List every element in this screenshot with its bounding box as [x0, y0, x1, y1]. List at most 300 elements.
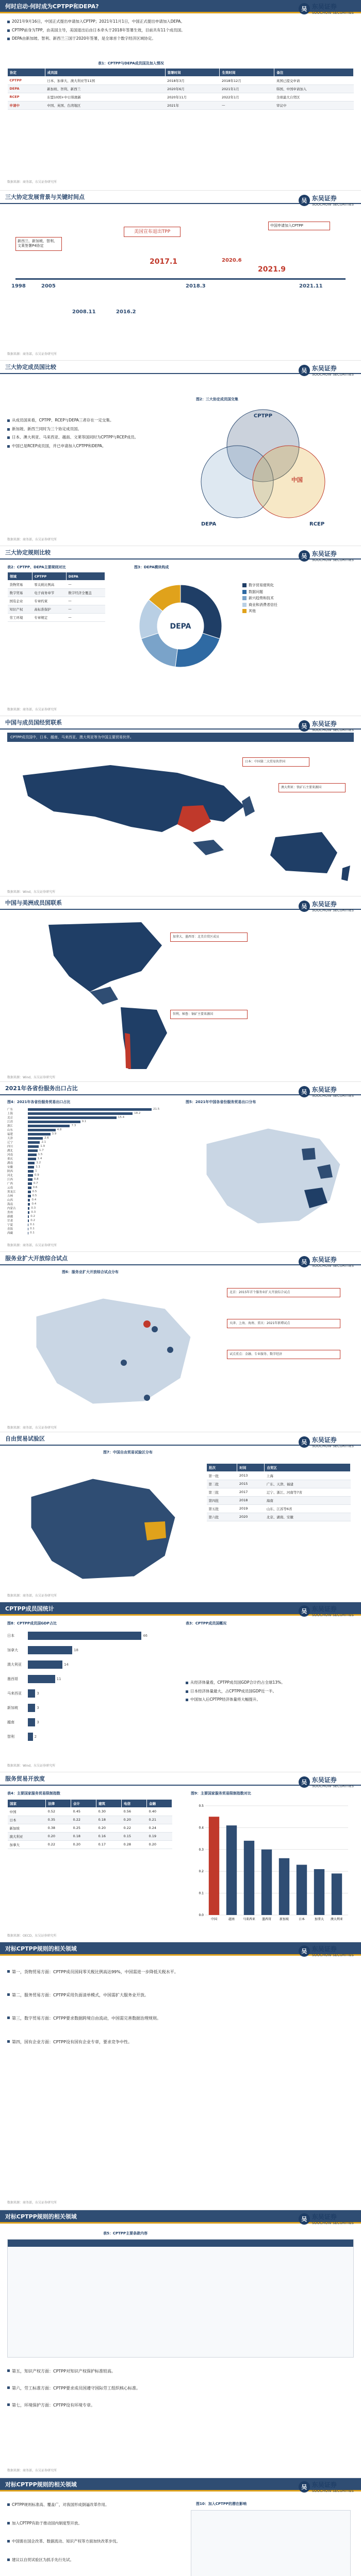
slide-7 — [0, 1082, 361, 1252]
brand-mark-icon: 吴 — [299, 195, 310, 206]
brand-name: 东吴证券 — [311, 2481, 337, 2488]
slide-12 — [0, 1942, 361, 2210]
cell: 0.52 — [46, 1808, 71, 1816]
bar-row — [7, 1645, 162, 1656]
cell: 2022年1月 — [220, 93, 274, 101]
bar-value: 21.5 — [153, 1108, 160, 1111]
map-note-top: 加拿大、墨西哥：北美自贸区成员 — [170, 933, 248, 942]
bar-row — [7, 1141, 172, 1144]
tianjin-marker — [152, 1326, 158, 1332]
bar-value: 3.9 — [52, 1132, 57, 1136]
cell: 0.18 — [96, 1816, 122, 1824]
brand-sub: SOOCHOW SECURITIES — [311, 1784, 354, 1788]
x-tick-label: 澳大利亚 — [330, 1918, 343, 1921]
map-note-left: 日本：中国第二大贸易伙伴国 — [242, 757, 309, 767]
cell: 审议中 — [274, 101, 354, 110]
brand-logo — [299, 1085, 354, 1098]
cell: 2018年12月 — [220, 77, 274, 85]
bar-value: 2.1 — [41, 1141, 46, 1144]
bar-row — [7, 1207, 172, 1210]
th: 国家 — [8, 1800, 46, 1808]
bar — [28, 1149, 38, 1152]
bar-row — [7, 1186, 172, 1189]
cell: 0.22 — [122, 1824, 147, 1833]
cell: 北京、湖南、安徽 — [265, 1513, 351, 1521]
bar-row — [7, 1128, 172, 1131]
brand-mark-icon: 吴 — [299, 720, 310, 732]
bar — [28, 1129, 56, 1131]
legend-swatch — [242, 596, 247, 600]
bar-label: 加拿大 — [7, 1648, 18, 1652]
brand-logo — [299, 194, 354, 207]
th: 会计 — [71, 1800, 96, 1808]
brand-sub: SOOCHOW SECURITIES — [311, 202, 354, 207]
cell: 2013 — [237, 1472, 265, 1480]
bar-row — [7, 1108, 172, 1111]
bar-label: 福建 — [7, 1133, 13, 1136]
th: 金融 — [147, 1800, 172, 1808]
bar-label: 天津 — [7, 1137, 13, 1140]
gdp-caption: 图8：CPTPP成员国GDP占比 — [7, 1621, 57, 1625]
depa-label: DEPA — [201, 521, 217, 527]
bar-row — [7, 1178, 172, 1181]
bar — [28, 1195, 31, 1197]
bar-label: 墨西哥 — [7, 1677, 18, 1681]
bar-label: 宁夏 — [7, 1224, 13, 1227]
stri-table — [7, 1799, 172, 1849]
legend-swatch — [242, 609, 247, 613]
bar — [297, 1865, 307, 1915]
bar-row — [7, 1194, 172, 1197]
slide-10-bullets — [186, 1680, 351, 1705]
cell: 2021年1月 — [220, 85, 274, 93]
slide-2-title: 三大协定发展背景与关键时间点 — [0, 191, 361, 204]
bar-label: 安徽 — [7, 1166, 13, 1169]
y-tick-label: 0.0 — [199, 1913, 204, 1917]
cell: 加拿大 — [8, 1841, 46, 1849]
source-note: 数据来源：Wind，东吴证券研究所 — [7, 890, 56, 894]
bar-row — [7, 1702, 162, 1714]
slide-1-title: 何时启动·何时成为CPTPP和DEPA? — [0, 0, 361, 13]
source-note: 数据来源：商务部，东吴证券研究所 — [7, 180, 57, 184]
table-row — [8, 1808, 172, 1816]
bar — [28, 1162, 35, 1164]
bar — [332, 1873, 342, 1915]
bar — [28, 1211, 29, 1214]
year-label: 2008.11 — [72, 309, 96, 315]
stri-bar-chart — [191, 1801, 351, 1929]
brand-name: 东吴证券 — [311, 1605, 337, 1613]
bar-caption: 图4：2021年各省份服务贸易出口占比 — [7, 1100, 71, 1104]
bar — [28, 1112, 133, 1115]
bar-label: 智利 — [7, 1735, 14, 1739]
donut-slice — [141, 633, 177, 667]
cell: 专章规定 — [32, 614, 66, 622]
ftz-table — [206, 1463, 351, 1521]
north-america-landmass — [48, 922, 162, 992]
bar-value: 0.2 — [30, 1215, 35, 1218]
brand-mark-icon: 吴 — [299, 365, 310, 376]
x-tick-label: 墨西哥 — [261, 1918, 272, 1921]
legend-label: 商业和消费者信任 — [249, 602, 277, 607]
bar-row — [7, 1215, 172, 1218]
bar-label: 河北 — [7, 1174, 13, 1177]
bar-row — [7, 1717, 162, 1728]
stri-table-caption: 表4：主要国家服务贸易限制指数 — [7, 1791, 60, 1795]
cell: 0.17 — [96, 1841, 122, 1849]
year-label: 2016.2 — [116, 309, 136, 315]
bar-row — [7, 1116, 172, 1119]
bar — [28, 1133, 51, 1136]
cell: 0.25 — [71, 1824, 96, 1833]
cell: 2019 — [237, 1505, 265, 1513]
bar-label: 贵州 — [7, 1211, 13, 1214]
year-label: 2021.11 — [299, 283, 323, 289]
cell: 0.21 — [147, 1816, 172, 1824]
map-note-right: 澳大利亚：铁矿石主要来源国 — [278, 783, 346, 792]
table-row — [8, 1816, 172, 1824]
cell: 第六批 — [207, 1513, 237, 1521]
source-note: 数据来源：商务部，东吴证券研究所 — [7, 1594, 57, 1598]
table-row — [8, 1824, 172, 1833]
slide-13 — [0, 2210, 361, 2478]
brand-sub: SOOCHOW SECURITIES — [311, 728, 354, 732]
x-tick-label: 新加坡 — [279, 1918, 289, 1921]
bar — [28, 1199, 30, 1201]
bar-label: 澳大利亚 — [7, 1663, 22, 1667]
asia-landmass — [23, 765, 244, 832]
source-note: 数据来源：商务部，东吴证券研究所 — [7, 352, 57, 356]
ftz-map — [15, 1461, 191, 1595]
bar-value: 0.3 — [31, 1211, 36, 1214]
cell: 中国 — [8, 1808, 46, 1816]
slide-10 — [0, 1602, 361, 1772]
province-bar-chart — [7, 1108, 172, 1235]
cell: 日本、加拿大、澳大利亚等11国 — [45, 77, 165, 85]
bullet: DEPA由新加坡、智利、新西兰三国于2020年签署，是全球首个数字经济区域协定。 — [7, 36, 353, 42]
bar — [28, 1145, 39, 1148]
slide-7-title: 2021年各省份服务出口占比 — [0, 1082, 361, 1095]
bar-label: 新疆 — [7, 1215, 13, 1218]
source-note: 数据来源：Wind，东吴证券研究所 — [7, 1076, 56, 1079]
ftz-caption: 图7：中国自由贸易试验区分布 — [103, 1450, 153, 1454]
table-caption: 表2：CPTPP、DEPA主要规则对比 — [7, 565, 66, 569]
bar-value: 0.2 — [30, 1219, 35, 1222]
donut-slice — [180, 585, 222, 639]
bar-value: 9.1 — [81, 1120, 87, 1123]
cell: — — [66, 614, 105, 622]
bar — [314, 1869, 324, 1915]
table-row — [207, 1472, 351, 1480]
gdp-bar-chart — [7, 1630, 162, 1745]
source-note: 数据来源：OECD，东吴证券研究所 — [7, 1934, 57, 1938]
bar-label: 西藏 — [7, 1232, 13, 1235]
bar — [28, 1121, 80, 1123]
donut-legend — [242, 582, 277, 615]
brand-mark-icon: 吴 — [299, 2213, 310, 2225]
china-province-map — [186, 1113, 351, 1236]
bar — [28, 1158, 36, 1160]
cell: 电子商务章节 — [32, 589, 66, 597]
slide-8 — [0, 1252, 361, 1432]
bullet: 第六，劳工标准方面：CPTPP要求成员国遵守国际劳工组织核心标准。 — [7, 2384, 354, 2392]
timeline-note-center: 美国宣布退出TPP — [124, 227, 180, 237]
brand-logo — [299, 1255, 354, 1268]
bar-row — [7, 1688, 162, 1699]
slide-14-bullets — [7, 2501, 177, 2574]
bar-row — [7, 1223, 172, 1226]
cell: — — [66, 581, 105, 589]
brand-name: 东吴证券 — [311, 1436, 337, 1444]
brand-logo — [299, 719, 354, 732]
bar-value: 2 — [34, 1735, 37, 1739]
brand-sub: SOOCHOW SECURITIES — [311, 908, 354, 912]
bullet: 第三，数字贸易方面：CPTPP要求数据跨境自由流动，中国需完善数据治理规则。 — [7, 2014, 354, 2022]
th: 法律 — [46, 1800, 71, 1808]
cell: — — [66, 605, 105, 614]
bar — [28, 1178, 32, 1181]
bar-value: 0.1 — [30, 1223, 35, 1226]
year-label: 2020.6 — [222, 258, 242, 263]
year-label: 2018.3 — [186, 283, 206, 289]
legend-item — [242, 589, 277, 596]
legend-label: 其他 — [249, 609, 256, 614]
brand-logo — [299, 364, 354, 377]
cell: 0.56 — [122, 1808, 147, 1816]
year-label: 2005 — [41, 283, 56, 289]
bar-row — [7, 1182, 172, 1185]
brand-mark-icon: 吴 — [299, 1086, 310, 1097]
bar-value: 3 — [37, 1720, 39, 1724]
table-row — [8, 77, 354, 85]
brand-mark-icon: 吴 — [299, 901, 310, 912]
pilot-note: 天津、上海、海南、重庆：2021年新增试点 — [227, 1319, 340, 1328]
th: 自贸区 — [265, 1464, 351, 1472]
slide-1 — [0, 0, 361, 191]
table-row — [8, 85, 354, 93]
donut-slice — [175, 633, 220, 667]
year-label: 1998 — [11, 283, 26, 289]
bar — [28, 1733, 33, 1741]
slide-3 — [0, 361, 361, 546]
bar-row — [7, 1211, 172, 1214]
bar-row — [7, 1120, 172, 1123]
bar-label: 青海 — [7, 1228, 13, 1231]
brand-logo — [299, 549, 354, 562]
cell: 2020年6月 — [165, 85, 220, 93]
brand-mark-icon: 吴 — [299, 3, 310, 14]
bar — [28, 1646, 72, 1654]
th: 领域 — [8, 572, 32, 581]
bar-value: 0.5 — [32, 1190, 37, 1193]
brand-logo — [299, 1944, 354, 1957]
bar — [28, 1203, 30, 1206]
slide-11-title: 服务贸易开放度 — [0, 1772, 361, 1786]
bar-label: 河南 — [7, 1154, 13, 1157]
cell: 全球最大自贸区 — [274, 93, 354, 101]
brand-name: 东吴证券 — [311, 550, 337, 557]
bar-value: 1.1 — [36, 1165, 41, 1168]
source-note: 数据来源：商务部，东吴证券研究所 — [7, 2201, 57, 2205]
cell: 0.20 — [147, 1841, 172, 1849]
map-caption: 图6：服务业扩大开放综合试点分布 — [62, 1270, 119, 1274]
venn-caption: 图2：三大协定成员国交集 — [196, 397, 238, 401]
bar-row — [7, 1227, 172, 1230]
brand-sub: SOOCHOW SECURITIES — [311, 1264, 354, 1268]
cell: 0.20 — [122, 1816, 147, 1824]
cell: 0.19 — [147, 1833, 172, 1841]
bar-value: 11 — [56, 1677, 61, 1681]
hainan-marker — [144, 1395, 150, 1401]
bullet: 第五，知识产权方面：CPTPP对知识产权保护标准较高。 — [7, 2367, 354, 2375]
x-tick-label: 日本 — [298, 1918, 305, 1921]
cell: 高标准保护 — [32, 605, 66, 614]
cell: RCEP — [8, 93, 45, 101]
brand-name: 东吴证券 — [311, 720, 337, 727]
cell: 上海 — [265, 1472, 351, 1480]
source-note: 数据来源：商务部，东吴证券研究所 — [7, 538, 57, 541]
bar-label: 四川 — [7, 1145, 13, 1148]
cell: 国有企业 — [8, 597, 32, 605]
brand-sub: SOOCHOW SECURITIES — [311, 558, 354, 562]
th: 批次 — [207, 1464, 237, 1472]
bar-row — [7, 1165, 172, 1168]
cell: 劳工环境 — [8, 614, 32, 622]
slide-9 — [0, 1432, 361, 1602]
brand-sub: SOOCHOW SECURITIES — [311, 372, 354, 377]
cell: 货物贸易 — [8, 581, 32, 589]
th: 成员国 — [45, 69, 165, 77]
th: 时间 — [237, 1464, 265, 1472]
brand-name: 东吴证券 — [311, 2213, 337, 2221]
y-tick-label: 0.2 — [199, 1870, 204, 1874]
legend-swatch — [242, 590, 247, 594]
slide-14 — [0, 2478, 361, 2576]
bar-row — [7, 1170, 172, 1173]
brand-logo — [299, 1435, 354, 1448]
source-note: 数据来源：商务部，东吴证券研究所 — [7, 1426, 57, 1430]
x-tick-label: 中国 — [210, 1918, 218, 1921]
legend-swatch — [242, 583, 247, 587]
slide-5 — [0, 716, 361, 896]
slide-11 — [0, 1772, 361, 1942]
bar — [209, 1817, 219, 1915]
bullet: 第一，货物贸易方面：CPTPP成员国间零关税比例高达99%，中国需进一步降低关税水平。 — [7, 1968, 354, 1976]
table-row — [8, 93, 354, 101]
cell: 海南 — [265, 1497, 351, 1505]
bar-value: 0.1 — [30, 1227, 35, 1230]
bar-value: 2.6 — [44, 1137, 49, 1140]
bar — [28, 1108, 152, 1111]
legend-item — [242, 595, 277, 602]
year-label: 2021.9 — [258, 265, 286, 274]
legend-label: 新兴趋势和技术 — [249, 596, 274, 601]
brand-logo — [299, 2480, 354, 2493]
bar-value: 1.2 — [36, 1161, 41, 1164]
cell: 2021年 — [165, 101, 220, 110]
cell: 第三批 — [207, 1488, 237, 1497]
cell: 0.20 — [71, 1841, 96, 1849]
brand-mark-icon: 吴 — [299, 1256, 310, 1267]
new-zealand-region — [341, 866, 350, 881]
table-row — [207, 1505, 351, 1513]
slide-8-title: 服务业扩大开放综合试点 — [0, 1252, 361, 1265]
slide-1-bullets — [7, 19, 353, 44]
bar-value: 14 — [63, 1663, 69, 1667]
bar-value: 0.1 — [30, 1231, 35, 1234]
cell: 广东、天津、福建 — [265, 1480, 351, 1488]
brand-sub: SOOCHOW SECURITIES — [311, 1444, 354, 1448]
brand-mark-icon: 吴 — [299, 550, 310, 562]
bar-value: 0.6 — [32, 1186, 38, 1189]
cptpp-label: CPTPP — [253, 413, 273, 419]
bar-label: 上海 — [7, 1112, 13, 1115]
table-row — [207, 1497, 351, 1505]
th: 协定 — [8, 69, 45, 77]
bar-label: 新加坡 — [7, 1706, 18, 1710]
impact-figure-placeholder — [191, 2510, 351, 2576]
cell: 0.22 — [71, 1816, 96, 1824]
australia-region — [270, 832, 337, 873]
bar-value: 0.7 — [33, 1182, 38, 1185]
bar — [28, 1689, 35, 1698]
brand-sub: SOOCHOW SECURITIES — [311, 2221, 354, 2225]
bar-label: 甘肃 — [7, 1219, 13, 1223]
bar-value: 0.9 — [35, 1174, 39, 1177]
bar — [28, 1215, 29, 1218]
bar-value: 1.7 — [39, 1149, 44, 1152]
brand-mark-icon: 吴 — [299, 1945, 310, 1957]
bullet: 第四，国有企业方面：CPTPP设有国有企业专章，要求竞争中性。 — [7, 2038, 354, 2046]
cell: 0.28 — [122, 1841, 147, 1849]
bar-label: 广西 — [7, 1182, 13, 1185]
cell: 第一批 — [207, 1472, 237, 1480]
bar — [28, 1125, 70, 1127]
y-tick-label: 0.5 — [199, 1804, 204, 1808]
cell: 2018 — [237, 1497, 265, 1505]
bar-row — [7, 1157, 172, 1160]
donut-center-label: DEPA — [170, 622, 191, 631]
beijing-marker — [143, 1320, 151, 1328]
table-row — [8, 605, 105, 614]
clause-caption: 表5：CPTPP主要条款内容 — [103, 2231, 148, 2235]
slide-3-bullets — [7, 417, 162, 452]
shanghai-marker — [167, 1347, 173, 1353]
legend-item — [242, 608, 277, 615]
cell: 知识产权 — [8, 605, 32, 614]
table-row — [8, 1841, 172, 1849]
brand-logo — [299, 900, 354, 912]
bullet: 第七，环境保护方面：CPTPP设有环境专章。 — [7, 2401, 354, 2409]
table-row — [8, 1833, 172, 1841]
slide-13-title: 对标CPTPP规则的相关领域 — [0, 2210, 361, 2224]
bar-row — [7, 1137, 172, 1140]
brand-mark-icon: 吴 — [299, 1436, 310, 1448]
bullet: 从经济体量看，CPTPP成员国GDP合计约占全球13%。 — [186, 1680, 351, 1686]
map-caption: 图5：2021年中国各省份服务贸易出口分布 — [186, 1100, 256, 1104]
bar — [279, 1858, 289, 1915]
bar-label: 海南 — [7, 1203, 13, 1206]
bar-value: 0.4 — [31, 1198, 37, 1201]
cell: 第二批 — [207, 1480, 237, 1488]
brand-mark-icon: 吴 — [299, 1776, 310, 1788]
cell: 0.35 — [46, 1816, 71, 1824]
depa-donut-chart — [129, 574, 232, 677]
slide-9-title: 自由贸易试验区 — [0, 1432, 361, 1446]
cell: 新加坡 — [8, 1824, 46, 1833]
bar-label: 山西 — [7, 1199, 13, 1202]
japan-region — [242, 796, 255, 817]
